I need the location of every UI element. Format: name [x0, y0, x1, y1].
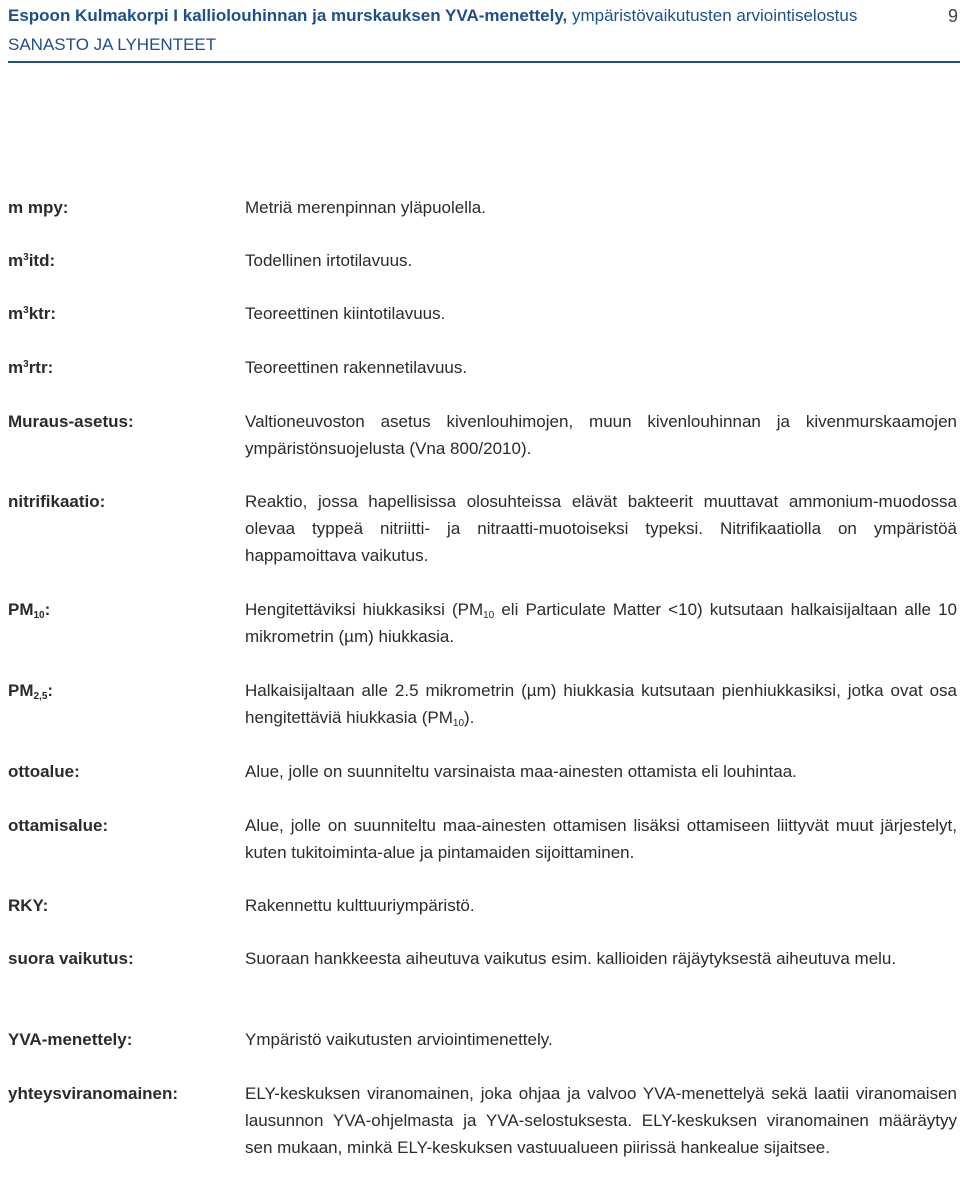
glossary-term — [8, 596, 238, 623]
glossary-term: yhteysviranomainen: — [8, 1084, 179, 1103]
glossary-definition: Teoreettinen rakennetilavuus. — [245, 358, 468, 377]
definition-text: Halkaisijaltaan alle 2.5 mikrometrin (µm) hiukkasia kutsutaan pienhiukkasiksi, jotka ovat osa hengitettäviä hiukkasia (PM — [245, 681, 957, 727]
page-number: 9 — [947, 6, 958, 26]
definition-subscript: 10 — [452, 718, 465, 729]
glossary-definition: Alue, jolle on suunniteltu varsinaista maa-ainesten ottamista eli louhintaa. — [245, 762, 797, 781]
glossary-term: m mpy: — [8, 198, 69, 217]
glossary-term: suora vaikutus: — [8, 949, 134, 968]
term-suffix: itd: — [28, 251, 56, 270]
glossary-term — [8, 354, 238, 381]
header-divider — [8, 61, 960, 63]
definition-subscript: 10 — [483, 610, 495, 621]
term-suffix: ktr: — [28, 304, 57, 323]
term-base: m — [8, 358, 24, 377]
glossary-definition: Suoraan hankkeesta aiheutuva vaikutus esim. kallioiden räjäytyksestä aiheutuva melu. — [245, 949, 897, 968]
term-superscript: 3 — [23, 359, 29, 370]
glossary-term: nitrifikaatio: — [8, 492, 106, 511]
glossary-term — [8, 300, 238, 327]
term-suffix: : — [44, 600, 51, 619]
document-title — [8, 5, 857, 27]
glossary-definition: Alue, jolle on suunniteltu maa-ainesten ottamisen lisäksi ottamiseen liittyvät muut järjestelyt, kuten tukitoiminta-alue ja pintamaiden sijoittaminen. — [245, 816, 957, 862]
glossary-term — [8, 247, 238, 274]
term-base: m — [8, 304, 24, 323]
glossary-definition — [245, 677, 957, 731]
glossary-definition — [245, 596, 957, 650]
glossary-term: ottamisalue: — [8, 816, 109, 835]
glossary-term: YVA-menettely: — [8, 1030, 133, 1049]
definition-text-continued: ). — [464, 708, 475, 727]
term-superscript: 3 — [23, 305, 29, 316]
glossary-term: ottoalue: — [8, 762, 80, 781]
glossary-definition: Rakennettu kulttuuriympäristö. — [245, 896, 475, 915]
term-base: PM — [8, 600, 34, 619]
page-header — [8, 2, 958, 62]
definition-text: Hengitettäviksi hiukkasiksi (PM — [245, 600, 484, 619]
section-title: SANASTO JA LYHENTEET — [8, 35, 217, 54]
glossary-definition: Reaktio, jossa hapellisissa olosuhteissa elävät bakteerit muuttavat ammonium-muodossa olevaa typpeä nitriitti- ja nitraatti-muotoiseksi typeksi. Nitrifikaatiolla on ympäristöä happamoittava vaikutus. — [245, 492, 957, 565]
glossary-definition: Ympäristö vaikutusten arviointimenettely. — [245, 1030, 553, 1049]
term-base: m — [8, 251, 24, 270]
glossary-definition: ELY-keskuksen viranomainen, joka ohjaa ja valvoo YVA-menettelyä sekä laatii viranomaisen lausunnon YVA-ohjelmasta ja YVA-selostuksesta. ELY-keskuksen viranomainen määräytyy sen mukaan, minkä ELY-keskuksen vastuualueen piirissä hankealue sijaitsee. — [245, 1084, 957, 1157]
term-subscript: 2,5 — [33, 691, 48, 702]
definition-text-continued: eli Particulate Matter <10) kutsutaan halkaisijaltaan alle 10 mikrometrin (µm) hiukkasia. — [245, 600, 957, 646]
document-title-main: Espoon Kulmakorpi I kalliolouhinnan ja murskauksen YVA-menettely, — [8, 6, 568, 25]
glossary-definition: Metriä merenpinnan yläpuolella. — [245, 198, 486, 217]
term-base: PM — [8, 681, 34, 700]
term-suffix: rtr: — [28, 358, 54, 377]
term-subscript: 10 — [33, 610, 45, 621]
term-suffix: : — [47, 681, 54, 700]
document-title-rest: ympäristövaikutusten arviointiselostus — [567, 6, 858, 25]
glossary-term — [8, 677, 238, 704]
glossary-definition: Todellinen irtotilavuus. — [245, 251, 413, 270]
glossary-definition: Teoreettinen kiintotilavuus. — [245, 304, 446, 323]
term-superscript: 3 — [23, 252, 29, 263]
glossary-term: Muraus-asetus: — [8, 412, 134, 431]
glossary-definition: Valtioneuvoston asetus kivenlouhimojen, muun kivenlouhinnan ja kivenmurskaamojen ympäristönsuojelusta (Vna 800/2010). — [245, 412, 957, 458]
glossary-term: RKY: — [8, 896, 49, 915]
